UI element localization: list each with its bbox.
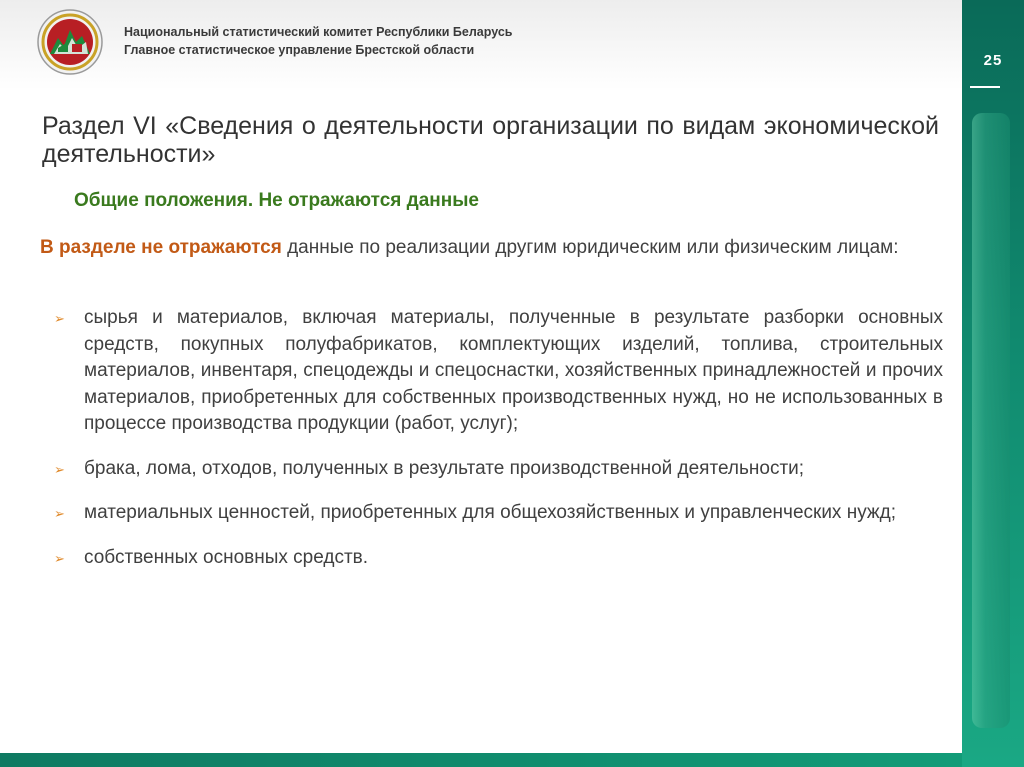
page-number-underline [970,86,1000,88]
list-item [44,500,943,527]
arrow-bullet-icon: ➢ [54,506,65,521]
intro-text: данные по реализации другим юридическим или физическим лицам: [281,237,899,258]
intro-paragraph [40,235,943,261]
belstat-emblem-icon [36,8,104,76]
arrow-bullet-icon: ➢ [54,311,65,326]
arrow-bullet-icon: ➢ [54,461,65,477]
arrow-bullet-icon: ➢ [54,550,65,566]
list-item-text: материальных ценностей, приобретенных для общехозяйственных и управленческих нужд; [84,502,896,523]
list-item-text: сырья и материалов, включая материалы, полученные в результате разборки основных средств, покупных полуфабрикатов, комплектующих изделий, топлива, строительных материалов, инвентаря, спецодежды и спецоснастки, хозяйственных принадлежностей и прочих материалов, приобретенных для собственных производственных нужд, но не использованных в процессе производства продукции (работ, услуг); [84,307,943,434]
list-item [44,545,943,572]
page-number: 25 [983,52,1003,69]
side-panel [962,0,1024,767]
slide-title: Раздел VI «Сведения о деятельности организации по видам экономической деятельности» [42,112,939,168]
list-item-text: собственных основных средств. [84,546,369,568]
org-name-line-1: Национальный статистический комитет Республики Беларусь [124,25,513,39]
bullet-list [44,305,943,571]
list-item [44,305,943,438]
side-panel-highlight [972,113,1010,728]
org-name-line-2: Главное статистическое управление Брестской области [124,43,475,57]
bottom-strip [0,753,962,767]
slide-subtitle: Общие положения. Не отражаются данные [74,190,480,211]
list-item [44,456,943,483]
intro-highlight: В разделе не отражаются [40,237,282,258]
list-item-text: брака, лома, отходов, полученных в результате производственной деятельности; [84,457,805,479]
